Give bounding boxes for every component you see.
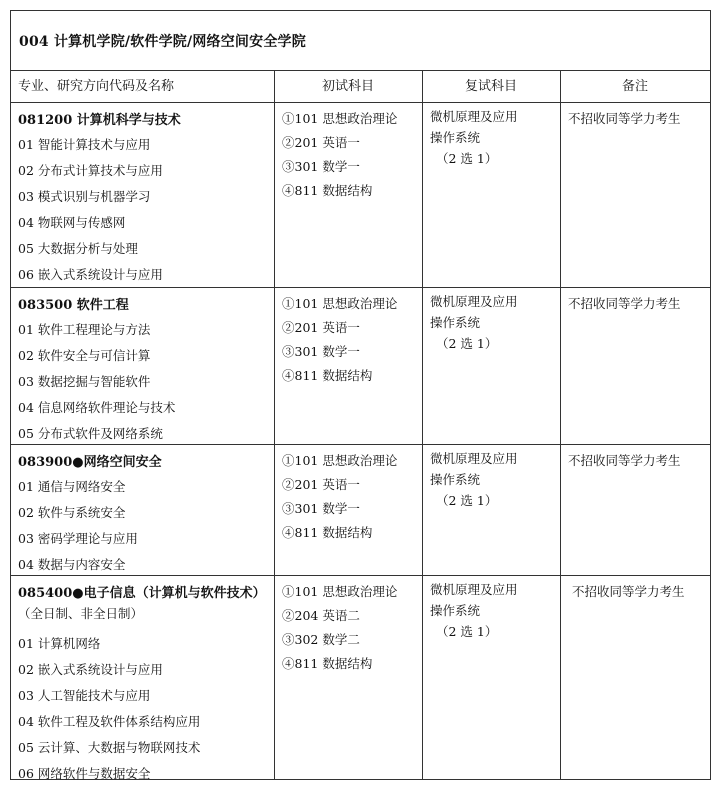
table-row bbox=[11, 288, 710, 445]
prelim-subject: ④811 数据结构 bbox=[282, 525, 373, 540]
research-direction: 05 大数据分析与处理 bbox=[18, 241, 138, 256]
table-row bbox=[11, 103, 710, 288]
prelim-subject: ②201 英语一 bbox=[282, 320, 360, 335]
major-name: 085400●电子信息（计算机与软件技术） bbox=[18, 586, 266, 601]
prelim-subject: ④811 数据结构 bbox=[282, 368, 373, 383]
remark: 不招收同等学力考生 bbox=[568, 296, 681, 311]
research-direction: 03 密码学理论与应用 bbox=[18, 531, 138, 546]
prelim-subject: ③302 数学二 bbox=[282, 632, 360, 647]
retest-subject: 微机原理及应用 bbox=[430, 451, 518, 466]
remark: 不招收同等学力考生 bbox=[572, 584, 685, 599]
admissions-table bbox=[10, 10, 711, 780]
retest-subject: 微机原理及应用 bbox=[430, 294, 518, 309]
research-direction: 03 人工智能技术与应用 bbox=[18, 688, 151, 703]
remark: 不招收同等学力考生 bbox=[568, 453, 681, 468]
retest-subject: （2 选 1） bbox=[436, 151, 498, 166]
study-mode: （全日制、非全日制） bbox=[18, 606, 144, 621]
prelim-subject: ④811 数据结构 bbox=[282, 656, 373, 671]
prelim-subject: ③301 数学一 bbox=[282, 344, 360, 359]
retest-subject: 操作系统 bbox=[430, 603, 481, 618]
prelim-subject: ①101 思想政治理论 bbox=[282, 453, 398, 468]
page-title: 004 计算机学院/软件学院/网络空间安全学院 bbox=[19, 34, 306, 50]
prelim-subject: ①101 思想政治理论 bbox=[282, 296, 398, 311]
table-title-row bbox=[11, 11, 710, 71]
research-direction: 02 嵌入式系统设计与应用 bbox=[18, 662, 163, 677]
retest-subject: 操作系统 bbox=[430, 472, 481, 487]
header-prelim: 初试科目 bbox=[274, 70, 422, 103]
research-direction: 04 数据与内容安全 bbox=[18, 557, 126, 572]
retest-subject: （2 选 1） bbox=[436, 624, 498, 639]
major-name: 083900●网络空间安全 bbox=[18, 455, 162, 470]
research-direction: 01 通信与网络安全 bbox=[18, 479, 126, 494]
research-direction: 05 分布式软件及网络系统 bbox=[18, 426, 163, 441]
prelim-subject: ①101 思想政治理论 bbox=[282, 111, 398, 126]
major-name: 081200 计算机科学与技术 bbox=[18, 113, 181, 128]
research-direction: 01 计算机网络 bbox=[18, 636, 101, 651]
research-direction: 04 软件工程及软件体系结构应用 bbox=[18, 714, 201, 729]
research-direction: 03 数据挖掘与智能软件 bbox=[18, 374, 151, 389]
prelim-subject: ②201 英语一 bbox=[282, 135, 360, 150]
prelim-subject: ③301 数学一 bbox=[282, 501, 360, 516]
research-direction: 04 物联网与传感网 bbox=[18, 215, 126, 230]
research-direction: 04 信息网络软件理论与技术 bbox=[18, 400, 176, 415]
table-row bbox=[11, 445, 710, 576]
prelim-subject: ②204 英语二 bbox=[282, 608, 360, 623]
research-direction: 03 模式识别与机器学习 bbox=[18, 189, 151, 204]
research-direction: 02 软件与系统安全 bbox=[18, 505, 126, 520]
research-direction: 06 网络软件与数据安全 bbox=[18, 766, 151, 781]
retest-subject: 操作系统 bbox=[430, 315, 481, 330]
research-direction: 02 分布式计算技术与应用 bbox=[18, 163, 163, 178]
research-direction: 02 软件安全与可信计算 bbox=[18, 348, 151, 363]
table-row bbox=[11, 576, 710, 780]
prelim-subject: ②201 英语一 bbox=[282, 477, 360, 492]
retest-subject: （2 选 1） bbox=[436, 493, 498, 508]
research-direction: 06 嵌入式系统设计与应用 bbox=[18, 267, 163, 282]
header-major: 专业、研究方向代码及名称 bbox=[11, 70, 274, 103]
research-direction: 01 软件工程理论与方法 bbox=[18, 322, 151, 337]
header-notes: 备注 bbox=[560, 70, 710, 103]
retest-subject: 微机原理及应用 bbox=[430, 109, 518, 124]
research-direction: 05 云计算、大数据与物联网技术 bbox=[18, 740, 201, 755]
retest-subject: 操作系统 bbox=[430, 130, 481, 145]
retest-subject: （2 选 1） bbox=[436, 336, 498, 351]
retest-subject: 微机原理及应用 bbox=[430, 582, 518, 597]
header-retest: 复试科目 bbox=[422, 70, 560, 103]
research-direction: 01 智能计算技术与应用 bbox=[18, 137, 151, 152]
major-name: 083500 软件工程 bbox=[18, 298, 129, 313]
prelim-subject: ④811 数据结构 bbox=[282, 183, 373, 198]
remark: 不招收同等学力考生 bbox=[568, 111, 681, 126]
prelim-subject: ①101 思想政治理论 bbox=[282, 584, 398, 599]
prelim-subject: ③301 数学一 bbox=[282, 159, 360, 174]
